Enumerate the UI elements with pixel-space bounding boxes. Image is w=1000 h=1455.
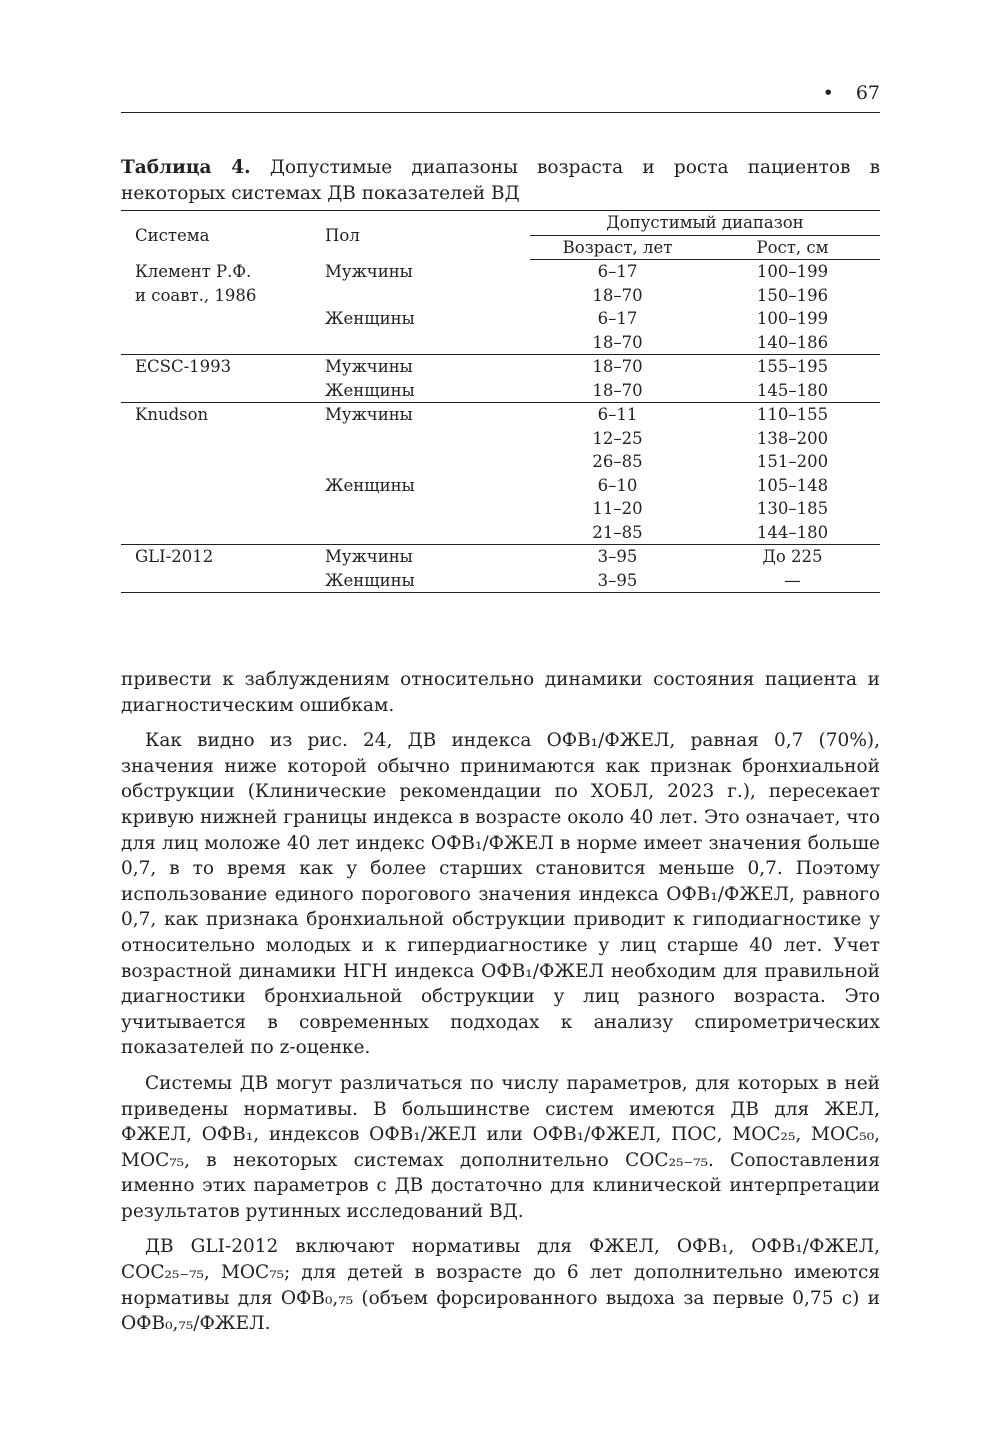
cell-age: 3–95 bbox=[597, 547, 638, 567]
cell-sex: Женщины bbox=[325, 475, 415, 495]
cell-age: 18–70 bbox=[530, 331, 705, 355]
paragraph-2: Как видно из рис. 24, ДВ индекса ОФВ₁/ФЖЕЛ, равная 0,7 (70%), значения ниже которой обычно принимаются как признак бронхиальной обструкции (Клинические рекомендации по ХОБЛ, 2023 г.), пересекает кривую нижней границы индекса в возрасте около 40 лет. Это означает, что для лиц моложе 40 лет индекс ОФВ₁/ФЖЕЛ в норме имеет значения больше 0,7, в то время как у более старших становится меньше 0,7. Поэтому использование единого порогового значения индекса ОФВ₁/ФЖЕЛ, равного 0,7, как признака бронхиальной обструкции приводит к гиподиагностике у относительно молодых и к гипердиагностике у лиц старше 40 лет. Учет возрастной динамики НГН индекса ОФВ₁/ФЖЕЛ необходим для правильной диагностики бронхиальной обструкции у лиц разного возраста. Это учитывается в современных подходах к анализу спирометрических показателей по z-оценке. bbox=[121, 730, 880, 1059]
cell-system bbox=[121, 497, 325, 521]
cell-age: 21–85 bbox=[530, 521, 705, 545]
table-row bbox=[121, 284, 880, 308]
cell-sex: Мужчины bbox=[325, 262, 413, 281]
cell-age: 18–70 bbox=[592, 285, 643, 305]
cell-height: 138–200 bbox=[756, 428, 829, 448]
cell-age: 3–95 bbox=[530, 569, 705, 593]
cell-system bbox=[121, 427, 325, 451]
cell-height: 150–196 bbox=[756, 285, 829, 305]
cell-system bbox=[121, 474, 325, 498]
cell-age: 18–70 bbox=[592, 357, 643, 377]
header-system: Система bbox=[121, 211, 325, 260]
cell-system: Клемент Р.Ф. bbox=[135, 262, 252, 281]
cell-height: — bbox=[705, 569, 880, 593]
table-row bbox=[121, 497, 880, 521]
cell-sex: Мужчины bbox=[325, 547, 413, 567]
table-row bbox=[121, 569, 880, 593]
cell-age: 26–85 bbox=[592, 452, 643, 472]
cell-height: 144–180 bbox=[705, 521, 880, 545]
cell-age: 6–11 bbox=[597, 405, 638, 425]
table-row bbox=[121, 450, 880, 474]
cell-height: 155–195 bbox=[756, 357, 829, 377]
cell-system: Knudson bbox=[135, 405, 209, 425]
table-row bbox=[121, 521, 880, 545]
ranges-table bbox=[121, 210, 880, 593]
cell-age: 11–20 bbox=[592, 499, 643, 519]
cell-age: 6–17 bbox=[597, 262, 638, 282]
cell-height: 151–200 bbox=[756, 452, 829, 472]
cell-height: 140–186 bbox=[705, 331, 880, 355]
table-row bbox=[121, 355, 880, 379]
cell-sex bbox=[325, 284, 530, 308]
table-caption bbox=[121, 155, 880, 207]
header-range: Допустимый диапазон bbox=[530, 211, 880, 236]
table-row bbox=[121, 331, 880, 355]
cell-sex bbox=[325, 427, 530, 451]
cell-system bbox=[121, 450, 325, 474]
cell-sex: Женщины bbox=[325, 309, 415, 329]
cell-system: и соавт., 1986 bbox=[135, 285, 257, 305]
cell-height: 100–199 bbox=[756, 309, 829, 329]
cell-sex bbox=[325, 521, 530, 545]
table-row bbox=[121, 545, 880, 569]
table-row bbox=[121, 379, 880, 403]
table-row bbox=[121, 474, 880, 498]
table-row bbox=[121, 403, 880, 427]
cell-sex bbox=[325, 497, 530, 521]
cell-sex bbox=[325, 450, 530, 474]
table-row bbox=[121, 307, 880, 331]
table-row bbox=[121, 427, 880, 451]
cell-system: ECSC-1993 bbox=[135, 357, 232, 377]
cell-system bbox=[121, 331, 325, 355]
cell-sex: Женщины bbox=[325, 569, 530, 593]
cell-age: 18–70 bbox=[530, 379, 705, 403]
caption-label: Таблица 4. bbox=[121, 157, 251, 178]
cell-height: 145–180 bbox=[705, 379, 880, 403]
cell-sex: Мужчины bbox=[325, 357, 413, 377]
cell-height: До 225 bbox=[762, 547, 823, 567]
page-number bbox=[823, 82, 880, 104]
table-row bbox=[121, 260, 880, 284]
cell-age: 6–10 bbox=[597, 475, 638, 495]
header-height: Рост, см bbox=[705, 235, 880, 260]
cell-system bbox=[121, 379, 325, 403]
cell-sex: Женщины bbox=[325, 379, 530, 403]
cell-system bbox=[121, 521, 325, 545]
header-age: Возраст, лет bbox=[530, 235, 705, 260]
body-text bbox=[121, 667, 880, 1347]
cell-age: 6–17 bbox=[597, 309, 638, 329]
paragraph-4: ДВ GLI-2012 включают нормативы для ФЖЕЛ, ОФВ₁, ОФВ₁/ФЖЕЛ, СОС₂₅₋₇₅, МОС₇₅; для детей в возрасте до 6 лет дополнительно имеются нормативы для ОФВ₀,₇₅ (объем форсированного выдоха за первые 0,75 с) и ОФВ₀,₇₅/ФЖЕЛ. bbox=[121, 1236, 880, 1335]
cell-height: 105–148 bbox=[756, 475, 829, 495]
cell-system bbox=[121, 307, 325, 331]
cell-system: GLI-2012 bbox=[135, 547, 214, 567]
table-body bbox=[121, 260, 880, 593]
page-header bbox=[121, 82, 880, 113]
bullet: • bbox=[822, 82, 834, 104]
cell-system bbox=[121, 569, 325, 593]
cell-height: 110–155 bbox=[756, 405, 829, 425]
page-number-value: 67 bbox=[855, 82, 880, 104]
header-sex: Пол bbox=[325, 211, 530, 260]
cell-sex: Мужчины bbox=[325, 405, 413, 425]
cell-height: 130–185 bbox=[756, 499, 829, 519]
cell-height: 100–199 bbox=[756, 262, 829, 282]
caption-text: Допустимые диапазоны возраста и роста пациентов в некоторых системах ДВ показателей ВД bbox=[121, 157, 880, 204]
cell-age: 12–25 bbox=[592, 428, 643, 448]
paragraph-1: привести к заблуждениям относительно динамики состояния пациента и диагностическим ошибкам. bbox=[121, 669, 880, 716]
cell-sex bbox=[325, 331, 530, 355]
paragraph-3: Системы ДВ могут различаться по числу параметров, для которых в ней приведены нормативы. В большинстве систем имеются ДВ для ЖЕЛ, ФЖЕЛ, ОФВ₁, индексов ОФВ₁/ЖЕЛ или ОФВ₁/ФЖЕЛ, ПОС, МОС₂₅, МОС₅₀, МОС₇₅, в некоторых системах дополнительно СОС₂₅₋₇₅. Сопоставления именно этих параметров с ДВ достаточно для клинической интерпретации результатов рутинных исследований ВД. bbox=[121, 1072, 880, 1222]
